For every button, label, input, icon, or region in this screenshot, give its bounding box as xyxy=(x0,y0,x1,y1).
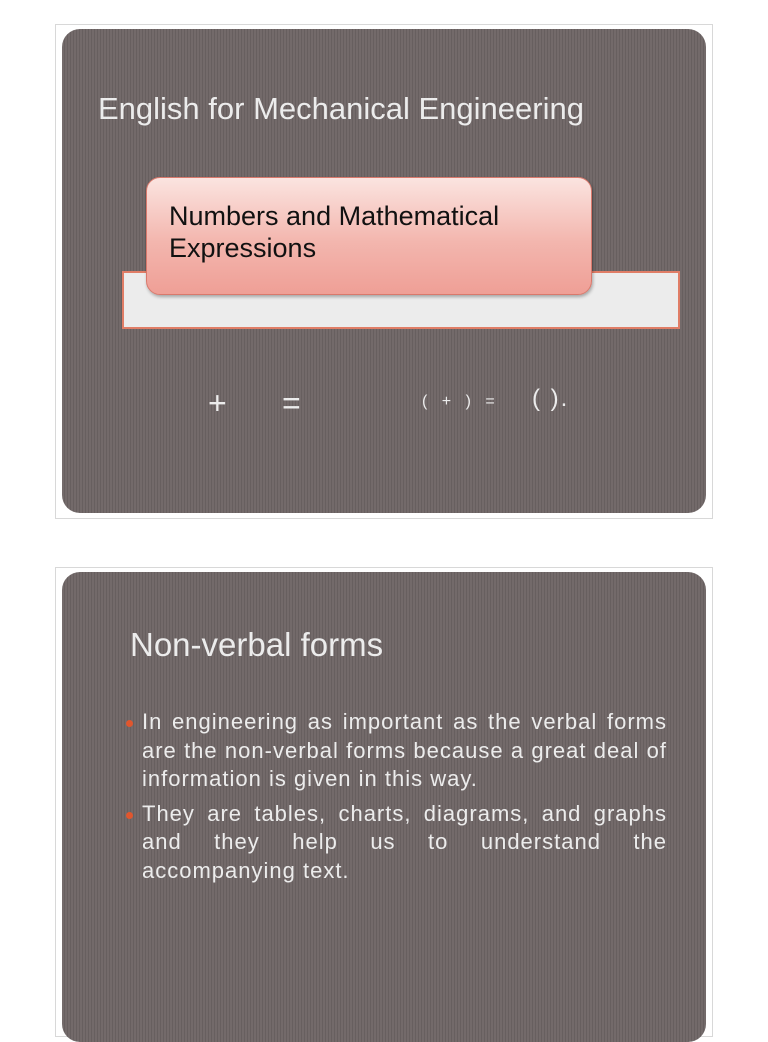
list-item xyxy=(124,708,667,794)
bullet-icon xyxy=(126,720,133,727)
parenthesis-expression: ( + ) = xyxy=(422,393,500,410)
slide-1-title: English for Mechanical Engineering xyxy=(98,91,584,126)
bullet-text: In engineering as important as the verbal forms are the non-verbal forms because a great deal of information is given in this way. xyxy=(142,709,667,791)
equals-symbol: = xyxy=(282,385,301,421)
bullet-list xyxy=(124,708,667,891)
bullet-icon xyxy=(126,812,133,819)
list-item xyxy=(124,800,667,886)
slide-2 xyxy=(62,572,706,1042)
bullet-text: They are tables, charts, diagrams, and graphs and they help us to understand the accompanying text. xyxy=(142,800,667,883)
slide-1-frame xyxy=(55,24,713,519)
slide-2-title: Non-verbal forms xyxy=(130,626,384,663)
parenthesis-symbol: ( ). xyxy=(532,385,570,412)
slide-1 xyxy=(62,29,706,513)
subtitle-box xyxy=(146,177,592,295)
subtitle-text: Numbers and Mathematical Expressions xyxy=(169,201,500,263)
plus-symbol: + xyxy=(208,385,227,421)
slide-2-frame xyxy=(55,567,713,1037)
